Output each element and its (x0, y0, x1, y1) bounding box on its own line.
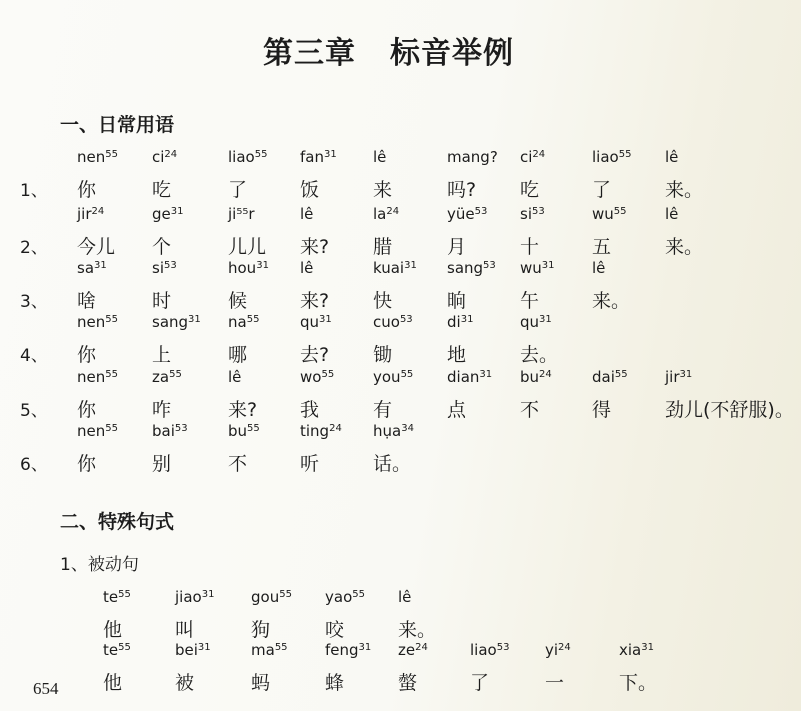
hanzi-word: 你 (77, 399, 97, 421)
pinyin-syllable: dian$^{31}$ (447, 368, 493, 386)
pinyin-syllable: jiao$^{31}$ (175, 588, 215, 606)
chapter-title (263, 28, 514, 72)
hanzi-word: 晌 (447, 290, 467, 312)
hanzi-word: 啥 (77, 290, 97, 312)
hanzi-word: 饭 (300, 179, 320, 201)
hanzi-word: 来。 (665, 179, 704, 201)
hanzi-word: 午 (520, 290, 540, 312)
hanzi-word: 来? (228, 399, 258, 421)
pinyin-syllable: $ge^{31}$ (152, 205, 184, 223)
pinyin-syllable: nen$^{55}$ (77, 148, 118, 166)
hanzi-word: 有 (373, 399, 393, 421)
pinyin-syllable: $bu^{55}$ (228, 422, 260, 440)
pinyin-syllable: $wu^{31}$ (520, 259, 555, 277)
pinyin-syllable: lê (665, 205, 679, 223)
pinyin-syllable: nen$^{55}$ (77, 422, 118, 440)
hanzi-word: 来? (300, 236, 330, 258)
hanzi-word: 来 (373, 179, 393, 201)
hanzi-word: 上 (152, 344, 172, 366)
hanzi-word: 地 (447, 344, 467, 366)
sentence-number: 4、 (20, 346, 48, 366)
hanzi-word: 来。 (592, 290, 631, 312)
pinyin-syllable: hou$^{31}$ (228, 259, 269, 277)
pinyin-syllable: liao$^{55}$ (228, 148, 268, 166)
hanzi-word: 时 (152, 290, 172, 312)
hanzi-word: 蚂 (251, 672, 271, 694)
pinyin-syllable: kuai$^{31}$ (373, 259, 417, 277)
hanzi-word: 被 (175, 672, 195, 694)
hanzi-word: 点 (447, 399, 467, 421)
pinyin-syllable: sang$^{31}$ (152, 313, 201, 331)
hanzi-word: 狗 (251, 619, 271, 641)
pinyin-syllable: jir$^{31}$ (665, 368, 693, 386)
hanzi-word: 来。 (665, 236, 704, 258)
pinyin-syllable: $di^{31}$ (447, 313, 474, 331)
pinyin-syllable: $yi^{24}$ (545, 641, 571, 659)
hanzi-word: 听 (300, 453, 320, 475)
hanzi-word: 你 (77, 179, 97, 201)
hanzi-word: 个 (152, 236, 172, 258)
hanzi-word: 十 (520, 236, 540, 258)
sentence-number: 1、 (20, 181, 48, 201)
hanzi-word: 哪 (228, 344, 248, 366)
pinyin-syllable: nen$^{55}$ (77, 313, 118, 331)
pinyin-syllable: mang? (447, 148, 498, 166)
sentence-number: 5、 (20, 401, 48, 421)
section-heading-special: 二、特殊句式 (60, 511, 175, 533)
section-heading-daily: 一、日常用语 (60, 114, 175, 136)
pinyin-syllable: cuo$^{53}$ (373, 313, 413, 331)
hanzi-word: 腊 (373, 236, 393, 258)
pinyin-syllable: yao$^{55}$ (325, 588, 365, 606)
pinyin-syllable: $ma^{55}$ (251, 641, 288, 659)
hanzi-word: 他 (103, 672, 123, 694)
pinyin-syllable: lê (373, 148, 387, 166)
hanzi-word: 五 (592, 236, 612, 258)
hanzi-word: 你 (77, 453, 97, 475)
hanzi-word: 我 (300, 399, 320, 421)
chapter-label: 第三章 (263, 36, 356, 71)
pinyin-syllable: dai$^{55}$ (592, 368, 628, 386)
hanzi-word: 别 (152, 453, 172, 475)
pinyin-syllable: lê (665, 148, 679, 166)
sentence-number: 6、 (20, 455, 48, 475)
hanzi-word: 劲儿(不舒服)。 (665, 399, 794, 421)
pinyin-syllable: $si^{53}$ (152, 259, 177, 277)
pinyin-syllable: $bu^{24}$ (520, 368, 552, 386)
hanzi-word: 儿儿 (228, 236, 267, 258)
hanzi-word: 吗? (447, 179, 477, 201)
pinyin-syllable: $sa^{31}$ (77, 259, 107, 277)
hanzi-word: 螫 (398, 672, 418, 694)
hanzi-word: 锄 (373, 344, 393, 366)
pinyin-syllable: feng$^{31}$ (325, 641, 372, 659)
hanzi-word: 了 (592, 179, 612, 201)
hanzi-word: 叫 (175, 619, 195, 641)
pinyin-syllable: $ci^{24}$ (152, 148, 178, 166)
pinyin-syllable: $te^{55}$ (103, 641, 131, 659)
hanzi-word: 他 (103, 619, 123, 641)
hanzi-word: 今儿 (77, 236, 116, 258)
hanzi-word: 蜂 (325, 672, 345, 694)
hanzi-word: 一 (545, 672, 565, 694)
sentence-number: 2、 (20, 238, 48, 258)
pinyin-syllable: bei$^{31}$ (175, 641, 211, 659)
pinyin-syllable: lê (300, 205, 314, 223)
pinyin-syllable: gou$^{55}$ (251, 588, 292, 606)
pinyin-syllable: liao$^{55}$ (592, 148, 632, 166)
hanzi-word: 候 (228, 290, 248, 312)
hanzi-word: 不 (520, 399, 540, 421)
chapter-topic: 标音举例 (390, 36, 514, 71)
pinyin-syllable: $wo^{55}$ (300, 368, 335, 386)
pinyin-syllable: $te^{55}$ (103, 588, 131, 606)
hanzi-word: 咬 (325, 619, 345, 641)
pinyin-syllable: lê (592, 259, 606, 277)
hanzi-word: 得 (592, 399, 612, 421)
pinyin-syllable: jir$^{24}$ (77, 205, 105, 223)
pinyin-syllable: you$^{55}$ (373, 368, 414, 386)
page-number: 654 (33, 679, 59, 698)
pinyin-syllable: $ci^{24}$ (520, 148, 546, 166)
pinyin-syllable: $qu^{31}$ (300, 313, 332, 331)
pinyin-syllable: lê (398, 588, 412, 606)
hanzi-word: 来? (300, 290, 330, 312)
hanzi-word: 去? (300, 344, 330, 366)
pinyin-syllable: lê (228, 368, 242, 386)
pinyin-syllable: $wu^{55}$ (592, 205, 627, 223)
pinyin-syllable: liao$^{53}$ (470, 641, 510, 659)
hanzi-word: 你 (77, 344, 97, 366)
pinyin-syllable: lê (300, 259, 314, 277)
pinyin-syllable: fan$^{31}$ (300, 148, 337, 166)
hanzi-word: 话。 (373, 453, 412, 475)
pinyin-syllable: sang$^{53}$ (447, 259, 496, 277)
hanzi-word: 咋 (152, 399, 172, 421)
pinyin-syllable: $si^{53}$ (520, 205, 545, 223)
pinyin-syllable: $la^{24}$ (373, 205, 400, 223)
hanzi-word: 吃 (152, 179, 172, 201)
pinyin-syllable: yüe$^{53}$ (447, 205, 488, 223)
hanzi-word: 快 (373, 290, 393, 312)
hanzi-word: 去。 (520, 344, 559, 366)
pinyin-syllable: $na^{55}$ (228, 313, 260, 331)
hanzi-word: 来。 (398, 619, 437, 641)
hanzi-word: 下。 (619, 672, 658, 694)
pinyin-syllable: nen$^{55}$ (77, 368, 118, 386)
pinyin-syllable: hụa$^{34}$ (373, 422, 414, 440)
hanzi-word: 月 (447, 236, 467, 258)
hanzi-word: 了 (470, 672, 490, 694)
pinyin-syllable: ting$^{24}$ (300, 422, 342, 440)
pinyin-syllable: xia$^{31}$ (619, 641, 654, 659)
pinyin-syllable: $za^{55}$ (152, 368, 182, 386)
subsection-heading-passive: 1、被动句 (60, 555, 139, 575)
hanzi-word: 了 (228, 179, 248, 201)
pinyin-syllable: ji⁵⁵r (228, 205, 255, 223)
pinyin-syllable: $ze^{24}$ (398, 641, 428, 659)
hanzi-word: 不 (228, 453, 248, 475)
pinyin-syllable: $qu^{31}$ (520, 313, 552, 331)
hanzi-word: 吃 (520, 179, 540, 201)
sentence-number: 3、 (20, 292, 48, 312)
pinyin-syllable: bai$^{53}$ (152, 422, 188, 440)
